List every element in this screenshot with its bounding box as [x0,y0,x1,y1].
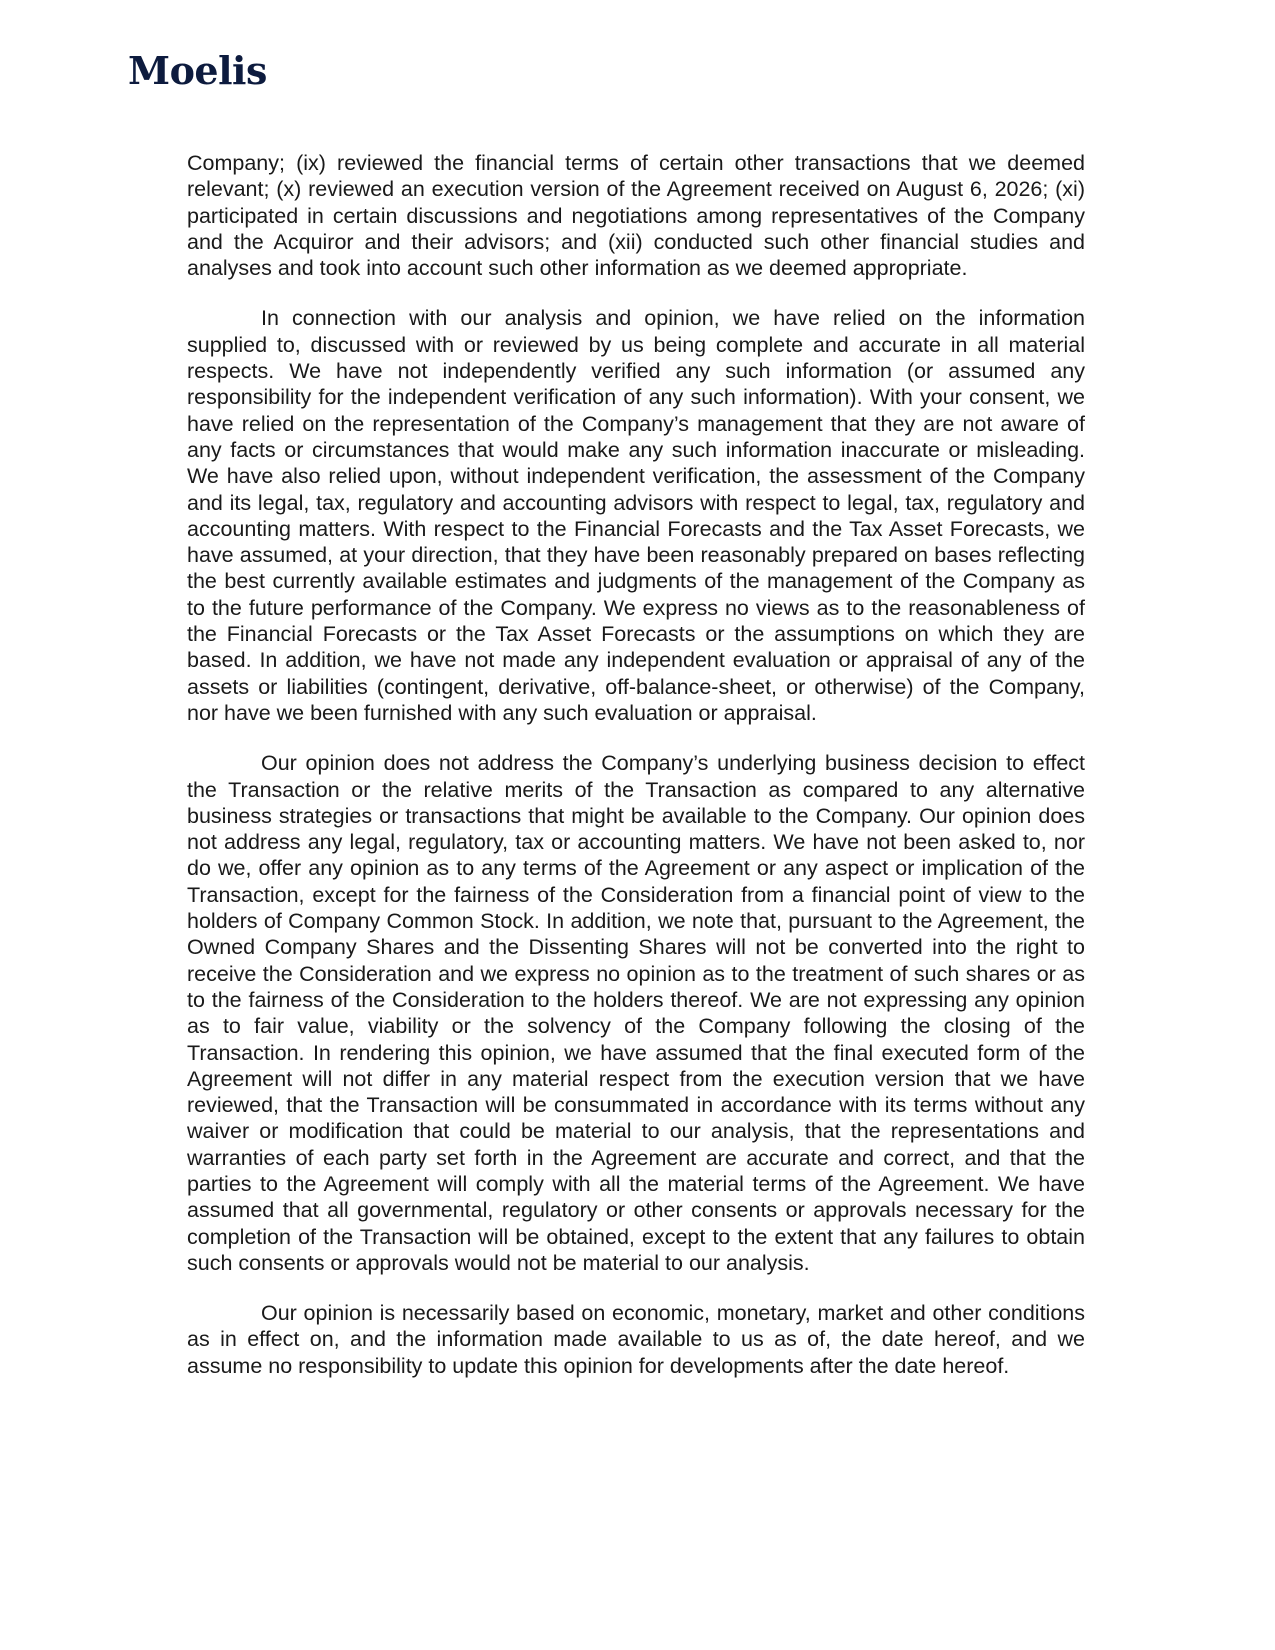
paragraph-3: Our opinion does not address the Company’s underlying business decision to effect the Transaction or the relative merits of the Transaction as compared to any alternative business strategies or transactions that might be available to the Company. Our opinion does not address any legal, regulatory, tax or accounting matters. We have not been asked to, nor do we, offer any opinion as to any terms of the Agreement or any aspect or implication of the Transaction, except for the fairness of the Consideration from a financial point of view to the holders of Company Common Stock. In addition, we note that, pursuant to the Agreement, the Owned Company Shares and the Dissenting Shares will not be converted into the right to receive the Consideration and we express no opinion as to the treatment of such shares or as to the fairness of the Consideration to the holders thereof. We are not expressing any opinion as to fair value, viability or the solvency of the Company following the closing of the Transaction. In rendering this opinion, we have assumed that the final executed form of the Agreement will not differ in any material respect from the execution version that we have reviewed, that the Transaction will be consummated in accordance with its terms without any waiver or modification that could be material to our analysis, that the representations and warranties of each party set forth in the Agreement are accurate and correct, and that the parties to the Agreement will comply with all the material terms of the Agreement. We have assumed that all governmental, regulatory or other consents or approvals necessary for the completion of the Transaction will be obtained, except to the extent that any failures to obtain such consents or approvals would not be material to our analysis. [187,751,1085,1275]
paragraph-1: Company; (ix) reviewed the financial terms of certain other transactions that we deemed relevant; (x) reviewed an execution version of the Agreement received on August 6, 2026; (xi) participated in certain discussions and negotiations among representatives of the Company and the Acquiror and their advisors; and (xii) conducted such other financial studies and analyses and took into account such other information as we deemed appropriate. [187,151,1085,281]
company-logo: Moelis [128,48,267,93]
document-body [187,150,1085,1403]
paragraph-2: In connection with our analysis and opinion, we have relied on the information supplied to, discussed with or reviewed by us being complete and accurate in all material respects. We have not independently verified any such information (or assumed any responsibility for the independent verification of any such information). With your consent, we have relied on the representation of the Company’s management that they are not aware of any facts or circumstances that would make any such information inaccurate or misleading. We have also relied upon, without independent verification, the assessment of the Company and its legal, tax, regulatory and accounting advisors with respect to legal, tax, regulatory and accounting matters. With respect to the Financial Forecasts and the Tax Asset Forecasts, we have assumed, at your direction, that they have been reasonably prepared on bases reflecting the best currently available estimates and judgments of the management of the Company as to the future performance of the Company. We express no views as to the reasonableness of the Financial Forecasts or the Tax Asset Forecasts or the assumptions on which they are based. In addition, we have not made any independent evaluation or appraisal of any of the assets or liabilities (contingent, derivative, off-balance-sheet, or otherwise) of the Company, nor have we been furnished with any such evaluation or appraisal. [187,306,1085,725]
paragraph-4: Our opinion is necessarily based on economic, monetary, market and other conditions as in effect on, and the information made available to us as of, the date hereof, and we assume no responsibility to update this opinion for developments after the date hereof. [187,1301,1085,1378]
